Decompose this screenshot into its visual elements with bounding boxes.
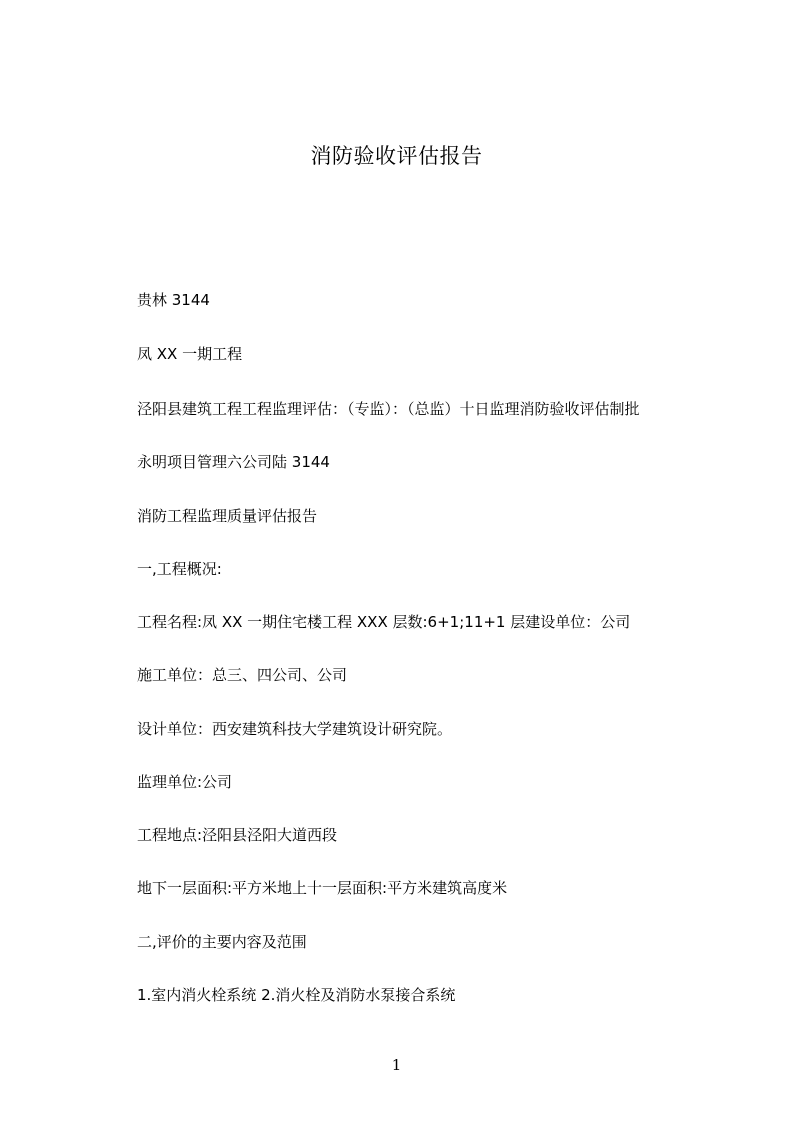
page-number: 1 [391, 1056, 402, 1074]
document-title: 消防验收评估报告 [310, 144, 483, 168]
paragraph-design-unit: 设计单位：西安建筑科技大学建筑设计研究院。 [137, 720, 453, 738]
paragraph-approval: 泾阳县建筑工程工程监理评估：（专监）：（总监）十日监理消防验收评估制批 [137, 400, 640, 418]
paragraph-report-heading: 消防工程监理质量评估报告 [137, 507, 318, 525]
paragraph-author: 贵林 3144 [137, 291, 210, 309]
paragraph-project-name: 凤 XX 一期工程 [137, 345, 243, 363]
paragraph-area: 地下一层面积:平方米地上十一层面积:平方米建筑高度米 [137, 879, 508, 897]
paragraph-project-info: 工程名程:凤 XX 一期住宅楼工程 XXX 层数:6+1;11+1 层建设单位：公司 [137, 613, 631, 631]
paragraph-supervision-unit: 监理单位:公司 [137, 773, 233, 791]
paragraph-construction-unit: 施工单位：总三、四公司、公司 [137, 666, 348, 684]
paragraph-location: 工程地点:泾阳县泾阳大道西段 [137, 826, 338, 844]
section-heading-overview: 一,工程概况: [137, 560, 222, 578]
paragraph-company: 永明项目管理六公司陆 3144 [137, 453, 330, 471]
paragraph-systems: 1.室内消火栓系统 2.消火栓及消防水泵接合系统 [137, 986, 456, 1004]
section-heading-scope: 二,评价的主要内容及范围 [137, 933, 307, 951]
